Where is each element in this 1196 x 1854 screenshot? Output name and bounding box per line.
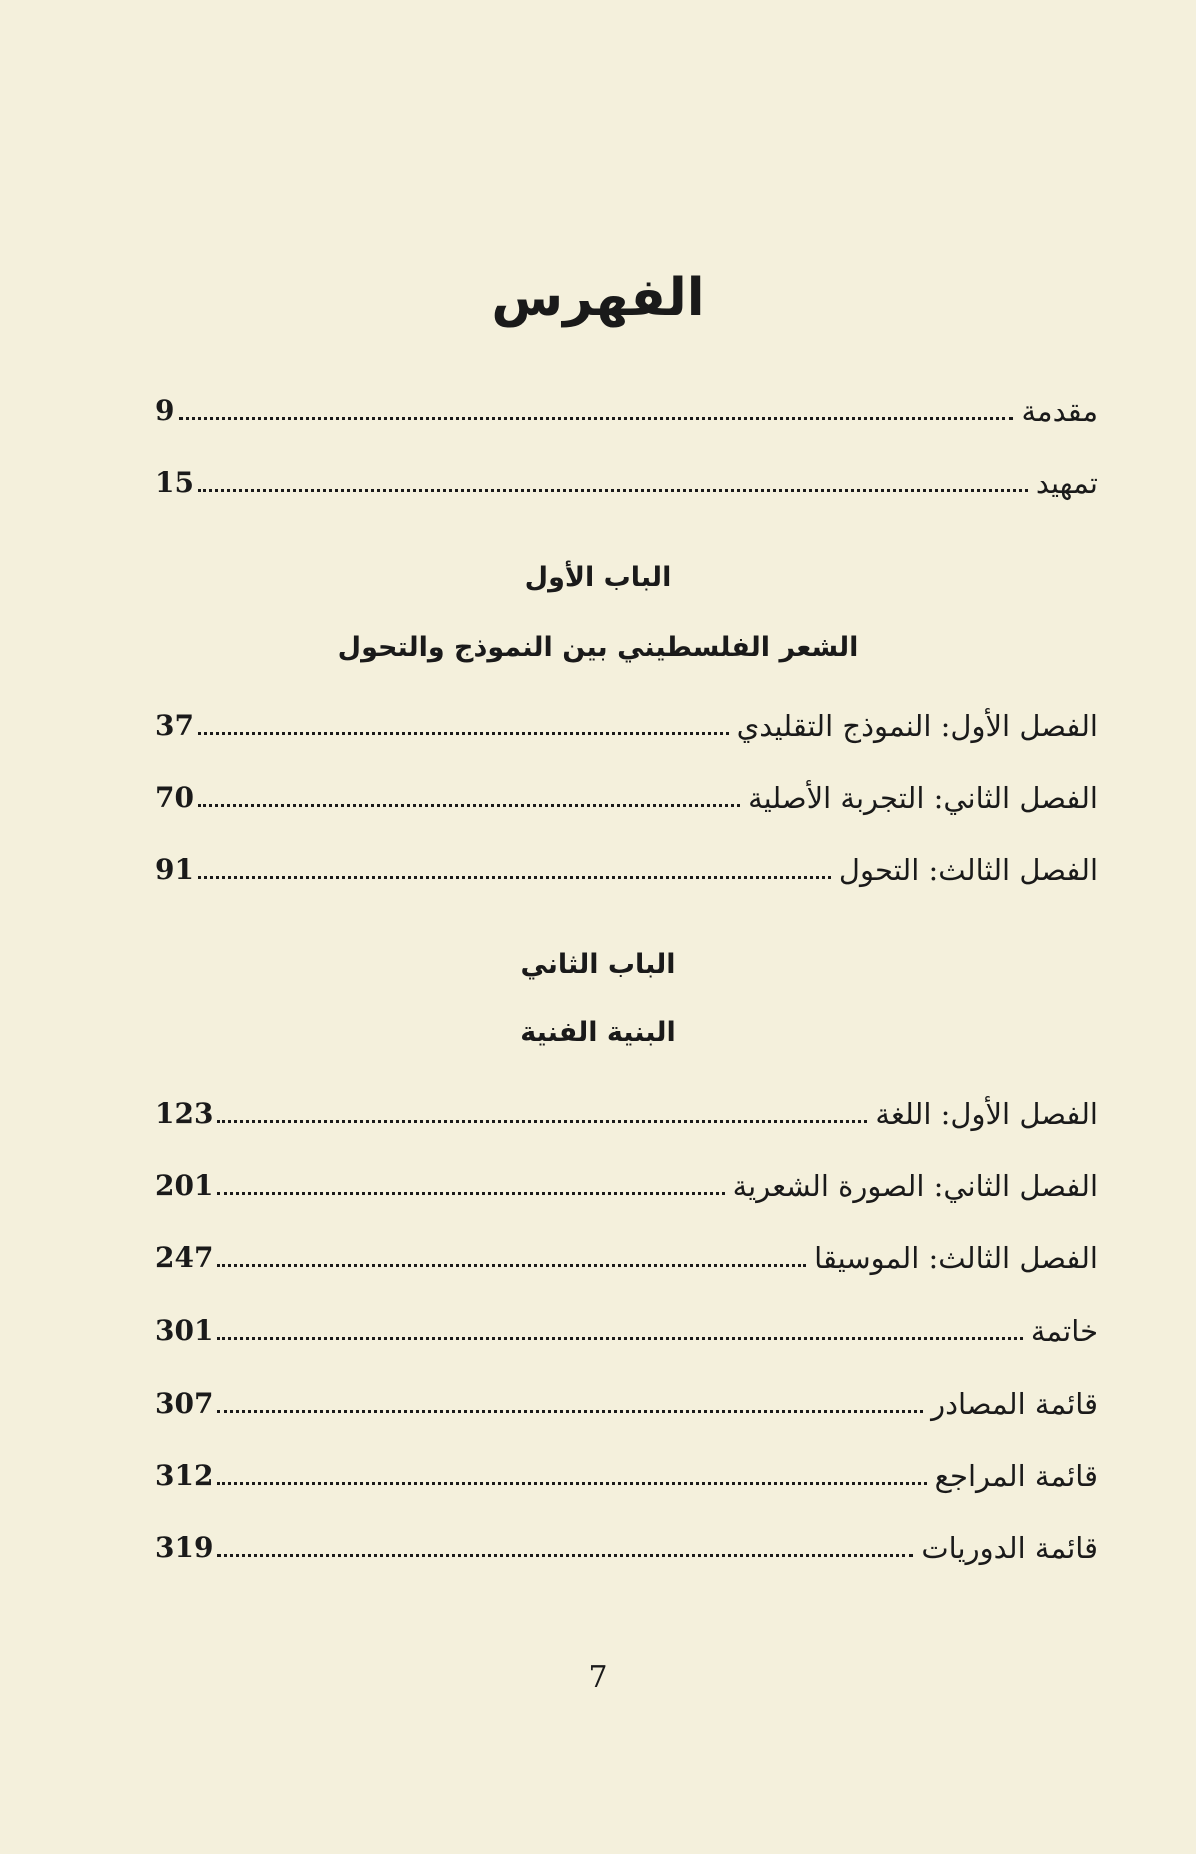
toc-entry-label: قائمة المراجع bbox=[934, 1459, 1098, 1493]
toc-entry bbox=[155, 1305, 1098, 1351]
toc-entry-page: 37 bbox=[155, 709, 194, 742]
toc-leader-dots bbox=[217, 1554, 913, 1557]
toc-leader-dots bbox=[179, 417, 1013, 420]
toc-entry-label: الفصل الأول: النموذج التقليدي bbox=[736, 709, 1098, 743]
toc-entry-label: الفصل الثاني: الصورة الشعرية bbox=[732, 1169, 1098, 1203]
page-number: 7 bbox=[588, 1660, 608, 1695]
toc-entry-page: 9 bbox=[155, 394, 175, 427]
toc-entry-label: تمهيد bbox=[1035, 466, 1098, 500]
toc-entry-label: قائمة الدوريات bbox=[921, 1531, 1098, 1565]
toc-entry-label: خاتمة bbox=[1030, 1314, 1098, 1348]
toc-leader-dots bbox=[198, 804, 740, 807]
part-heading: الباب الثاني bbox=[520, 949, 676, 980]
toc-leader-dots bbox=[198, 732, 729, 735]
toc-leader-dots bbox=[217, 1264, 806, 1267]
toc-leader-dots bbox=[198, 876, 831, 879]
page-title: الفهرس bbox=[491, 268, 705, 328]
part-heading: الباب الأول bbox=[524, 562, 672, 593]
toc-entry bbox=[155, 457, 1098, 503]
part-subheading: الشعر الفلسطيني بين النموذج والتحول bbox=[337, 632, 859, 663]
toc-entry-page: 301 bbox=[155, 1314, 214, 1347]
toc-entry bbox=[155, 772, 1098, 818]
toc-entry bbox=[155, 700, 1098, 746]
toc-leader-dots bbox=[217, 1337, 1022, 1340]
part-subheading: البنية الفنية bbox=[520, 1017, 676, 1048]
toc-entry-page: 123 bbox=[155, 1097, 214, 1130]
toc-entry-label: الفصل الثالث: الموسيقا bbox=[814, 1241, 1098, 1275]
toc-entry bbox=[155, 1088, 1098, 1134]
toc-entry bbox=[155, 844, 1098, 890]
toc-entry-label: الفصل الثاني: التجربة الأصلية bbox=[748, 781, 1098, 815]
toc-entry bbox=[155, 1522, 1098, 1568]
toc-leader-dots bbox=[217, 1410, 923, 1413]
toc-entry-page: 247 bbox=[155, 1241, 214, 1274]
toc-entry bbox=[155, 1232, 1098, 1278]
toc-entry-label: قائمة المصادر bbox=[931, 1387, 1098, 1421]
toc-leader-dots bbox=[198, 489, 1028, 492]
toc-leader-dots bbox=[217, 1192, 724, 1195]
toc-entry-page: 201 bbox=[155, 1169, 214, 1202]
toc-entry-label: الفصل الأول: اللغة bbox=[875, 1097, 1098, 1131]
toc-entry-page: 312 bbox=[155, 1459, 214, 1492]
toc-entry bbox=[155, 1378, 1098, 1424]
toc-entry-label: الفصل الثالث: التحول bbox=[838, 853, 1098, 887]
toc-leader-dots bbox=[217, 1120, 867, 1123]
toc-entry-page: 307 bbox=[155, 1387, 214, 1420]
toc-entry bbox=[155, 1450, 1098, 1496]
toc-entry-page: 91 bbox=[155, 853, 194, 886]
toc-entry-page: 319 bbox=[155, 1531, 214, 1564]
toc-entry-label: مقدمة bbox=[1021, 394, 1098, 428]
toc-entry-page: 70 bbox=[155, 781, 194, 814]
toc-leader-dots bbox=[217, 1482, 926, 1485]
toc-entry-page: 15 bbox=[155, 466, 194, 499]
toc-entry bbox=[155, 1160, 1098, 1206]
toc-entry bbox=[155, 385, 1098, 431]
